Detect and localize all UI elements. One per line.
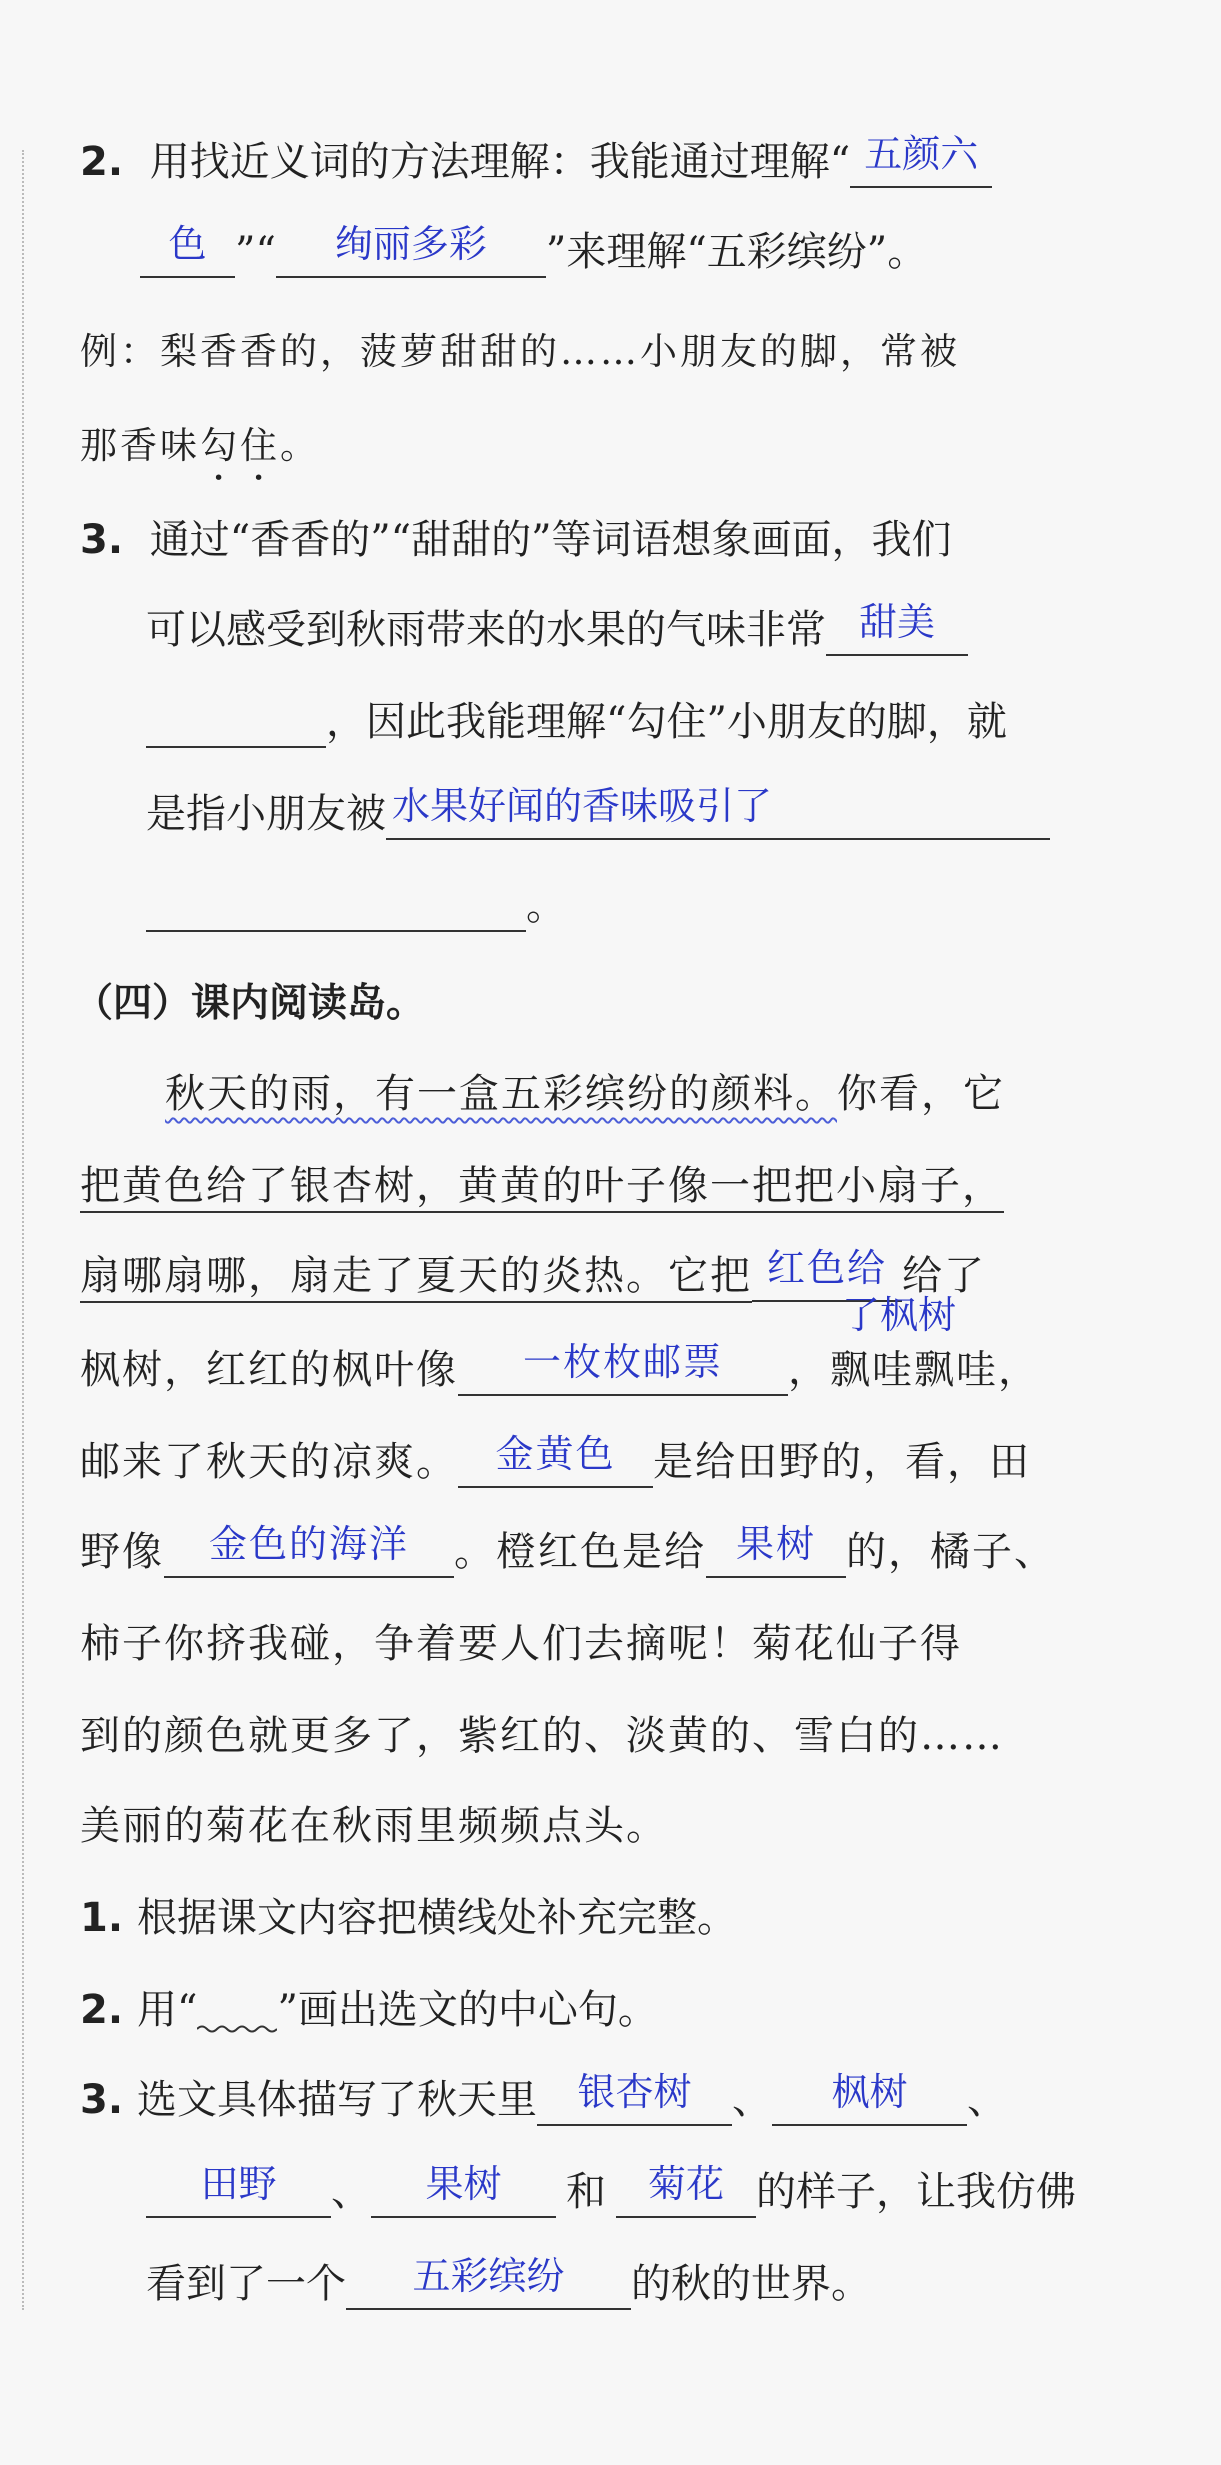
subq3-blank6[interactable]: 五彩缤纷 <box>346 2254 631 2314</box>
q3-line2: 可以感受到秋雨带来的水果的气味非常 甜美 <box>146 600 968 660</box>
subq2: 2. 用“ ”画出选文的中心句。 <box>80 1980 658 2040</box>
subq3-blank3[interactable]: 田野 <box>146 2162 331 2222</box>
passage-blank-ocean[interactable]: 金色的海洋 <box>164 1522 454 1582</box>
q3-blank2-cont[interactable] <box>146 876 526 936</box>
q3-line1: 3. 通过“香香的”“甜甜的”等词语想象画面，我们 <box>80 517 952 563</box>
central-sentence: 秋天的雨，有一盒五彩缤纷的颜料。 <box>165 1071 837 1117</box>
q3-line3: ，因此我能理解“勾住”小朋友的脚，就 <box>146 692 1007 752</box>
subq3-blank2[interactable]: 枫树 <box>772 2070 967 2130</box>
subq3-blank5[interactable]: 菊花 <box>616 2162 756 2222</box>
passage-blank-fruit[interactable]: 果树 <box>706 1522 846 1582</box>
passage-blank-stamp[interactable]: 一枚枚邮票 <box>458 1340 788 1400</box>
q2-line1 <box>80 132 992 192</box>
q3-blank2[interactable]: 水果好闻的香味吸引了 <box>386 784 1050 844</box>
emphasized-word: 勾住 <box>200 424 280 467</box>
example-line1: 例：梨香香的，菠萝甜甜的……小朋友的脚，常被 <box>80 330 960 373</box>
passage-line3: 扇哪扇哪，扇走了夏天的炎热。它把 红色给 给了 <box>80 1246 986 1306</box>
subq3-line2: 田野 、 果树 和 菊花 的样子，让我仿佛 <box>146 2162 1076 2222</box>
passage-line7: 柿子你挤我碰，争着要人们去摘呢！菊花仙子得 <box>80 1621 962 1667</box>
passage-blank-red[interactable]: 红色给 <box>752 1246 902 1306</box>
q2-text: 用找近义词的方法理解：我能通过理解“ <box>149 139 851 185</box>
q2-end: ”来理解“五彩缤纷”。 <box>545 229 928 275</box>
q3-blank1-cont[interactable] <box>146 692 326 752</box>
margin-dotted-line <box>22 150 24 2310</box>
subq3-line3: 看到了一个 五彩缤纷 的秋的世界。 <box>146 2254 871 2314</box>
wavy-line-sample <box>197 1980 277 2040</box>
q2-blank1[interactable]: 五颜六 <box>850 132 992 192</box>
subq3-line1: 3. 选文具体描写了秋天里 银杏树 、 枫树 、 <box>80 2070 1007 2130</box>
passage-line5: 邮来了秋天的凉爽。 金黄色 是给田野的，看，田 <box>80 1432 1031 1492</box>
q3-number: 3. <box>80 517 124 563</box>
passage-line2: 把黄色给了银杏树，黄黄的叶子像一把把小扇子， <box>80 1156 1004 1216</box>
passage-line6: 野像 金色的海洋 。橙红色是给 果树 的，橘子、 <box>80 1522 1056 1582</box>
q2-blank1-cont[interactable]: 色 <box>140 222 235 282</box>
q2-line2 <box>140 222 927 282</box>
q3-line5: 。 <box>146 876 566 936</box>
q2-number: 2. <box>80 139 124 185</box>
passage-blank-red-extra: 了枫树 <box>842 1293 957 1337</box>
example-line2: 那香味勾住。 <box>80 424 320 467</box>
q2-quote-mid: ”“ <box>235 229 276 275</box>
passage-line1: 秋天的雨，有一盒五彩缤纷的颜料。你看，它 <box>165 1071 1005 1117</box>
passage-line9: 美丽的菊花在秋雨里频频点头。 <box>80 1803 668 1849</box>
q2-blank2[interactable]: 绚丽多彩 <box>276 222 546 282</box>
section-title: （四）课内阅读岛。 <box>74 981 426 1026</box>
passage-line8: 到的颜色就更多了，紫红的、淡黄的、雪白的…… <box>80 1713 1004 1759</box>
q3-blank1[interactable]: 甜美 <box>826 600 968 660</box>
q3-line4: 是指小朋友被 水果好闻的香味吸引了 <box>146 784 1050 844</box>
passage-blank-gold[interactable]: 金黄色 <box>458 1432 653 1492</box>
subq1: 1. 根据课文内容把横线处补充完整。 <box>80 1895 738 1941</box>
subq3-blank1[interactable]: 银杏树 <box>537 2070 732 2130</box>
subq3-blank4[interactable]: 果树 <box>371 2162 556 2222</box>
passage-line4: 枫树，红红的枫叶像 一枚枚邮票 ，飘哇飘哇， <box>80 1340 1040 1400</box>
